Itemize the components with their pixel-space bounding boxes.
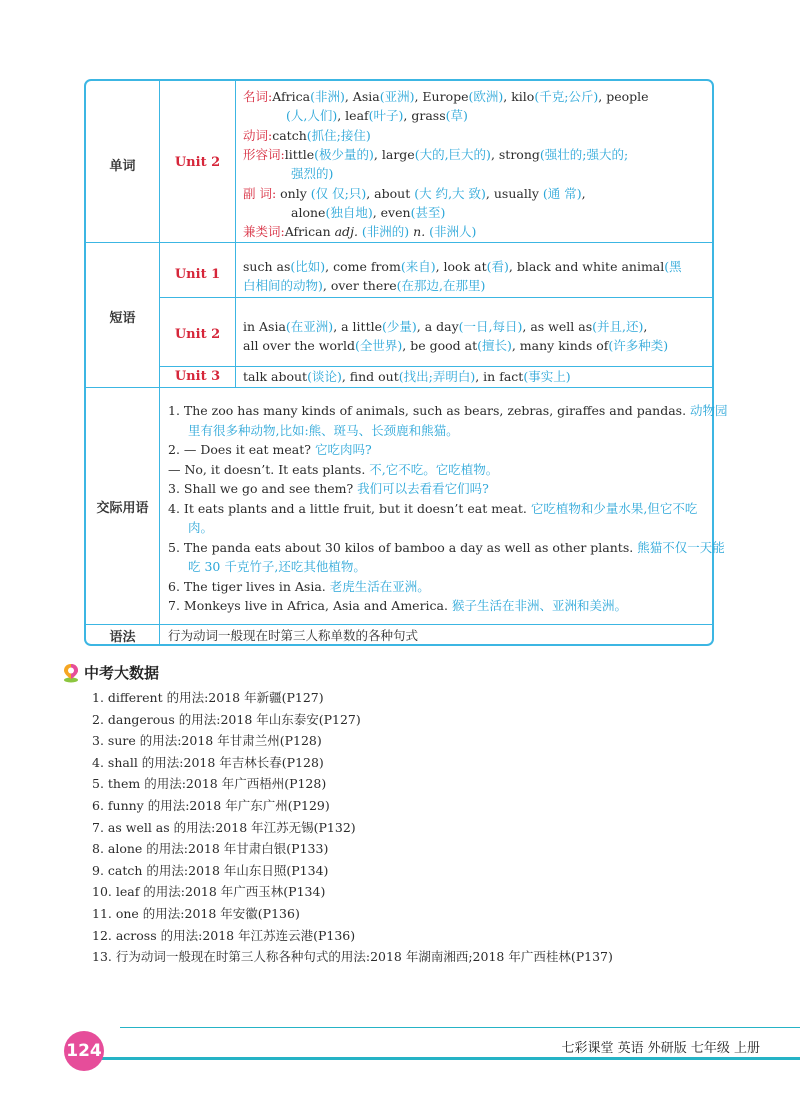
exam-item: 13. 行为动词一般现在时第三人称各种句式的用法:2018 年湖南湘西;2018 年广西桂林(P137)	[92, 949, 613, 965]
row-divider-vocab	[86, 242, 712, 243]
communication-line: 里有很多种动物,比如:熊、斑马、长颈鹿和熊猫。	[188, 422, 459, 438]
exam-item: 1. different 的用法:2018 年新疆(P127)	[92, 690, 324, 705]
exam-item: 5. them 的用法:2018 年广西梧州(P128)	[92, 776, 327, 792]
exam-item: 10. leaf 的用法:2018 年广西玉林(P134)	[92, 884, 326, 900]
unit-label-phrases-1: Unit 1	[174, 267, 221, 282]
communication-line: 吃 30 千克竹子,还吃其他植物。	[188, 559, 366, 574]
communication-line: 1. The zoo has many kinds of animals, such as bears, zebras, giraffes and pandas. 动物园	[168, 403, 728, 418]
map-pin-icon	[62, 663, 80, 683]
communication-line: 6. The tiger lives in Asia. 老虎生活在亚洲。	[168, 578, 430, 594]
vocab-line: 副 词: only (仅 仅;只), about (大 约,大 致), usually (通 常),	[243, 185, 586, 201]
grammar-divider	[159, 624, 160, 646]
unit-label-vocab: Unit 2	[174, 155, 221, 170]
phrase-unit2-line: in Asia(在亚洲), a little(少量), a day(一日,每日), as well as(并且,还),	[243, 319, 648, 334]
exam-title-text: 中考大数据	[84, 664, 160, 682]
exam-item: 11. one 的用法:2018 年安徽(P136)	[92, 906, 300, 921]
vocabulary-table	[84, 79, 728, 646]
category-vocabulary: 单词	[109, 159, 136, 174]
row-divider-unit1	[160, 297, 712, 298]
exam-item: 12. across 的用法:2018 年江苏连云港(P136)	[92, 927, 356, 943]
unit-label-phrases-3: Unit 3	[174, 369, 221, 384]
vocab-line: 动词:catch(抓住;接住)	[243, 127, 371, 143]
communication-line: 3. Shall we go and see them? 我们可以去看看它们吗?	[168, 481, 489, 496]
phrase-unit3-line: talk about(谈论), find out(找出;弄明白), in fact(事实上)	[243, 369, 571, 384]
communication-line: 7. Monkeys live in Africa, Asia and America. 猴子生活在非洲、亚洲和美洲。	[168, 598, 627, 613]
exam-item: 4. shall 的用法:2018 年吉林长春(P128)	[92, 754, 324, 770]
vocab-line: (人,人们), leaf(叶子), grass(草)	[286, 108, 468, 124]
page-number-badge: 124	[64, 1031, 104, 1071]
exam-item: 8. alone 的用法:2018 年甘肃白银(P133)	[92, 841, 329, 857]
exam-item: 6. funny 的用法:2018 年广东广州(P129)	[92, 798, 330, 813]
unit-label-phrases-2: Unit 2	[174, 327, 221, 342]
exam-item: 9. catch 的用法:2018 年山东日照(P134)	[92, 862, 329, 878]
vocab-line: 兼类词:African adj. (非洲的) n. (非洲人)	[243, 224, 477, 240]
row-divider-communication	[86, 624, 712, 625]
communication-line: — No, it doesn’t. It eats plants. 不,它不吃。它吃植物。	[168, 461, 499, 477]
category-communication: 交际用语	[96, 501, 149, 516]
unit-divider	[235, 81, 236, 387]
communication-line: 肉。	[188, 520, 214, 535]
exam-item: 2. dangerous 的用法:2018 年山东泰安(P127)	[92, 711, 361, 727]
communication-line: 2. — Does it eat meat? 它吃肉吗?	[168, 442, 372, 457]
footer-divider-thin	[120, 1027, 800, 1028]
footer-divider	[74, 1057, 800, 1060]
exam-item: 3. sure 的用法:2018 年甘肃兰州(P128)	[92, 733, 322, 749]
exam-section-title	[62, 662, 159, 683]
category-phrases: 短语	[109, 311, 136, 326]
row-divider-phrases	[86, 387, 712, 388]
phrase-unit2-line: all over the world(全世界), be good at(擅长), many kinds of(许多种类)	[243, 338, 669, 353]
exam-item: 7. as well as 的用法:2018 年江苏无锡(P132)	[92, 819, 356, 835]
vocab-line: 形容词:little(极少量的), large(大的,巨大的), strong(强壮的;强大的;	[243, 146, 629, 162]
communication-line: 4. It eats plants and a little fruit, but it doesn’t eat meat. 它吃植物和少量水果,但它不吃	[168, 500, 698, 516]
phrase-unit1-line: 白相间的动物), over there(在那边,在那里)	[243, 278, 486, 293]
communication-line: 5. The panda eats about 30 kilos of bamboo a day as well as other plants. 熊猫不仅一天能	[168, 539, 725, 555]
grammar-text: 行为动词一般现在时第三人称单数的各种句式	[168, 628, 419, 643]
book-title: 七彩课堂 英语 外研版 七年级 上册	[561, 1041, 760, 1056]
phrase-unit1-line: such as(比如), come from(来自), look at(看), black and white animal(黑	[243, 259, 682, 274]
vocab-line: alone(独自地), even(甚至)	[291, 204, 446, 220]
category-grammar: 语法	[109, 630, 136, 645]
vocab-line: 强烈的)	[291, 166, 334, 182]
row-divider-unit2	[160, 366, 712, 367]
vocab-line: 名词:Africa(非洲), Asia(亚洲), Europe(欧洲), kilo(千克;公斤), people	[243, 89, 649, 104]
